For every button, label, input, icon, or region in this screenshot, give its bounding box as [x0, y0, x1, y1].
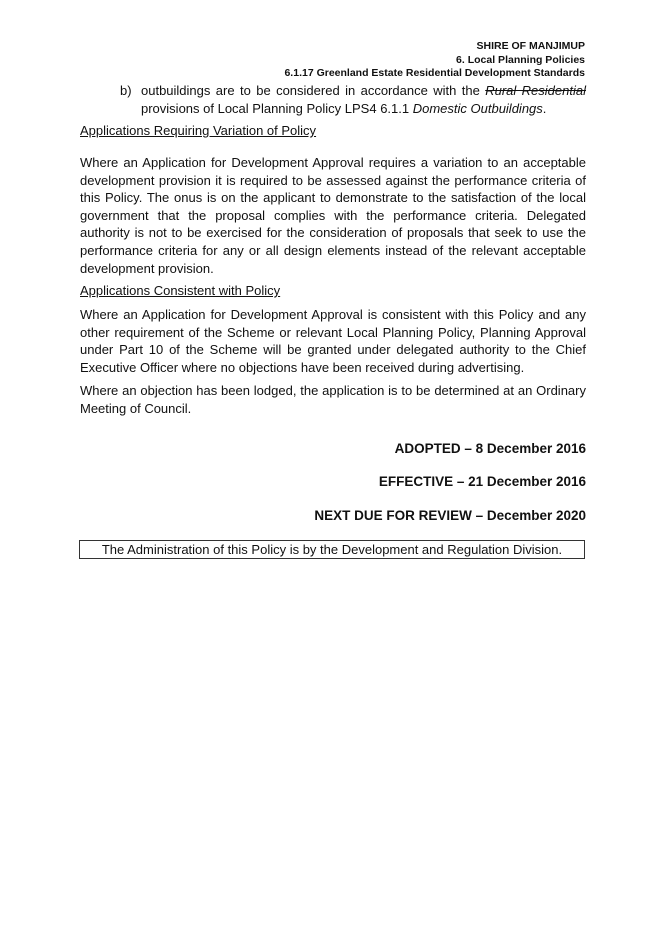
item-b-text-before: outbuildings are to be considered in accordance with the — [141, 83, 486, 98]
item-b-text-mid: provisions of Local Planning Policy LPS4 6.1.1 — [141, 100, 413, 116]
consistent-paragraph-2: Where an objection has been lodged, the application is to be determined at an Ordinary Meeting of Council. — [80, 383, 586, 416]
header-org: SHIRE OF MANJIMUP — [476, 40, 585, 52]
review-date: NEXT DUE FOR REVIEW – December 2020 — [314, 508, 586, 523]
effective-date: EFFECTIVE – 21 December 2016 — [378, 474, 586, 489]
administration-note: The Administration of this Policy is by the Development and Regulation Division. — [79, 540, 585, 559]
header-section: 6. Local Planning Policies — [456, 53, 585, 66]
list-item-b — [120, 82, 586, 117]
adopted-date: ADOPTED – 8 December 2016 — [394, 441, 586, 456]
consistent-heading: Applications Consistent with Policy — [80, 283, 281, 298]
variation-heading: Applications Requiring Variation of Policy — [80, 123, 317, 138]
list-marker: b) — [120, 83, 132, 98]
page-header — [284, 40, 585, 81]
struck-text: Rural Residential — [485, 83, 586, 98]
variation-paragraph: Where an Application for Development Approval requires a variation to an acceptable development provision it is required to be assessed against the performance criteria of this Policy. The onus is on the applicant to demonstrate to the satisfaction of the local government that the proposal complies with the performance criteria. Delegated authority is not to be exercised for the consideration of proposals that seek to use the performance criteria for any or all design elements instead of the relevant acceptable development provision. — [80, 155, 586, 276]
item-b-text-end: . — [542, 100, 547, 116]
consistent-paragraph-1: Where an Application for Development Approval is consistent with this Policy and any other requirement of the Scheme or relevant Local Planning Policy, Planning Approval under Part 10 of the Scheme will be granted under delegated authority to the Chief Executive Officer where no objections have been received during advertising. — [80, 307, 586, 375]
list-item-text — [120, 82, 586, 117]
header-policy-title: 6.1.17 Greenland Estate Residential Development Standards — [284, 67, 585, 79]
italic-policy-name: Domestic Outbuildings — [412, 100, 543, 116]
